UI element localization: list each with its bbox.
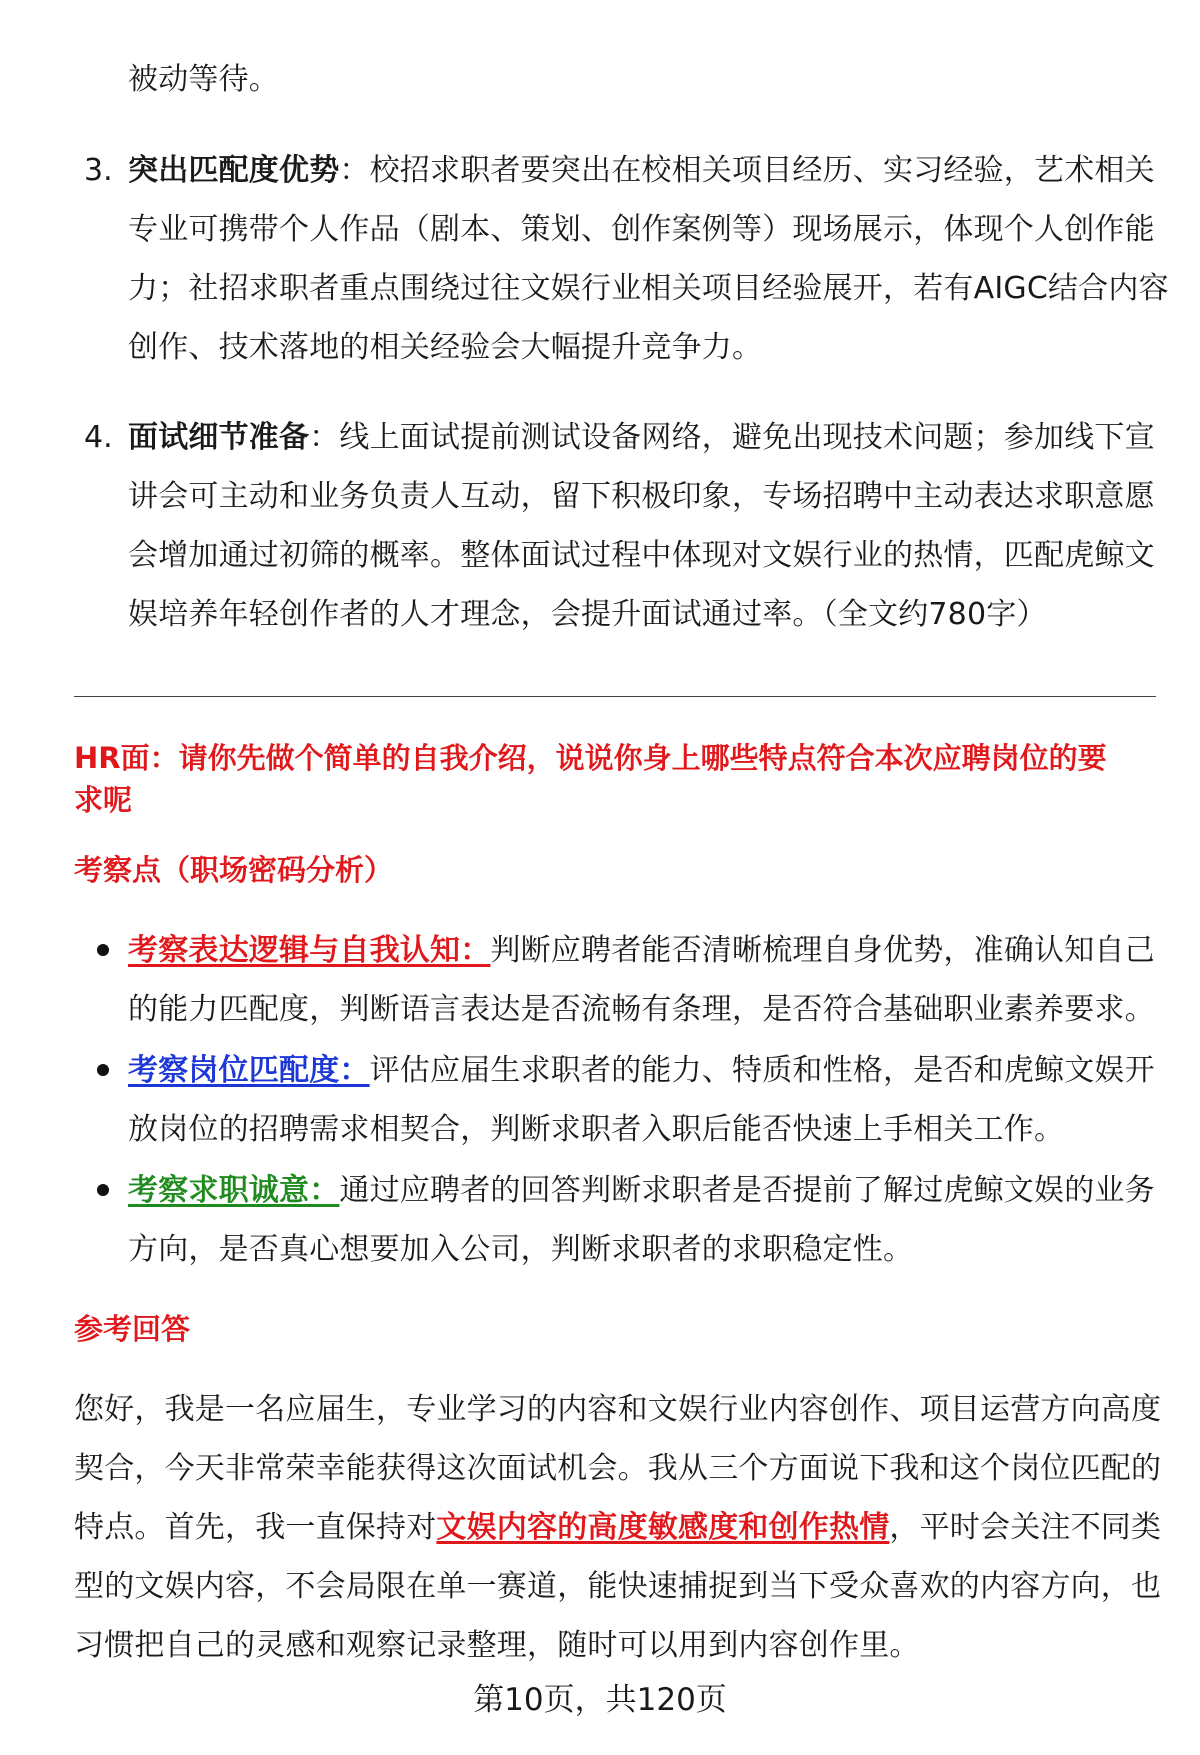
item-3-title: 突出匹配度优势 — [128, 153, 340, 188]
answer-line-2: 契合，今天非常荣幸能获得这次面试机会。我从三个方面说下我和这个岗位匹配的 — [74, 1451, 1162, 1486]
bullet-3-dot — [97, 1184, 109, 1196]
assessment-heading: 考察点（职场密码分析） — [74, 853, 394, 887]
answer-line-4: 型的文娱内容，不会局限在单一赛道，能快速捕捉到当下受众喜欢的内容方向，也 — [74, 1569, 1162, 1604]
answer-line-3: 特点。首先，我一直保持对文娱内容的高度敏感度和创作热情，平时会关注不同类 — [74, 1510, 1162, 1545]
bullet-3-title: 考察求职诚意： — [128, 1173, 340, 1208]
answer-line-1: 您好，我是一名应届生，专业学习的内容和文娱行业内容创作、项目运营方向高度 — [74, 1392, 1162, 1427]
bullet-1-line-2: 的能力匹配度，判断语言表达是否流畅有条理，是否符合基础职业素养要求。 — [128, 992, 1155, 1027]
page-number: 第10页，共120页 — [473, 1682, 727, 1718]
question-heading-line-2: 求呢 — [74, 783, 133, 817]
item-2-continuation: 被动等待。 — [128, 62, 279, 97]
item-4-line-4: 娱培养年轻创作者的人才理念，会提升面试通过率。（全文约780字） — [128, 597, 1047, 632]
bullet-2-line-1: 考察岗位匹配度：评估应届生求职者的能力、特质和性格，是否和虎鲸文娱开 — [128, 1053, 1155, 1088]
bullet-1-title: 考察表达逻辑与自我认知： — [128, 933, 491, 968]
bullet-2-title: 考察岗位匹配度： — [128, 1053, 370, 1088]
item-3-line-1: 突出匹配度优势：校招求职者要突出在校相关项目经历、实习经验，艺术相关 — [128, 153, 1155, 188]
item-4-line-1: 面试细节准备：线上面试提前测试设备网络，避免出现技术问题；参加线下宣 — [128, 420, 1155, 455]
bullet-1-line-1: 考察表达逻辑与自我认知：判断应聘者能否清晰梳理自身优势，准确认知自己 — [128, 933, 1155, 968]
bullet-3-line-1: 考察求职诚意：通过应聘者的回答判断求职者是否提前了解过虎鲸文娱的业务 — [128, 1173, 1155, 1208]
question-heading-line-1: HR面：请你先做个简单的自我介绍，说说你身上哪些特点符合本次应聘岗位的要 — [74, 741, 1107, 775]
answer-line-5: 习惯把自己的灵感和观察记录整理，随时可以用到内容创作里。 — [74, 1628, 920, 1663]
item-3-line-3: 力；社招求职者重点围绕过往文娱行业相关项目经验展开，若有AIGC结合内容 — [128, 271, 1169, 306]
item-4-title: 面试细节准备 — [128, 420, 310, 455]
item-4-line-2: 讲会可主动和业务负责人互动，留下积极印象，专场招聘中主动表达求职意愿 — [128, 479, 1155, 514]
section-divider — [74, 696, 1156, 697]
bullet-2-line-2: 放岗位的招聘需求相契合，判断求职者入职后能否快速上手相关工作。 — [128, 1112, 1065, 1147]
item-3-line-2: 专业可携带个人作品（剧本、策划、创作案例等）现场展示，体现个人创作能 — [128, 212, 1155, 247]
item-3-line-4: 创作、技术落地的相关经验会大幅提升竞争力。 — [128, 330, 763, 365]
bullet-3-line-2: 方向，是否真心想要加入公司，判断求职者的求职稳定性。 — [128, 1232, 914, 1267]
item-3-number: 3. — [84, 153, 113, 188]
answer-heading: 参考回答 — [74, 1312, 191, 1346]
item-4-line-3: 会增加通过初筛的概率。整体面试过程中体现对文娱行业的热情，匹配虎鲸文 — [128, 538, 1155, 573]
item-4-number: 4. — [84, 420, 113, 455]
answer-highlight: 文娱内容的高度敏感度和创作热情 — [436, 1510, 890, 1545]
bullet-1-dot — [97, 944, 109, 956]
bullet-2-dot — [97, 1064, 109, 1076]
